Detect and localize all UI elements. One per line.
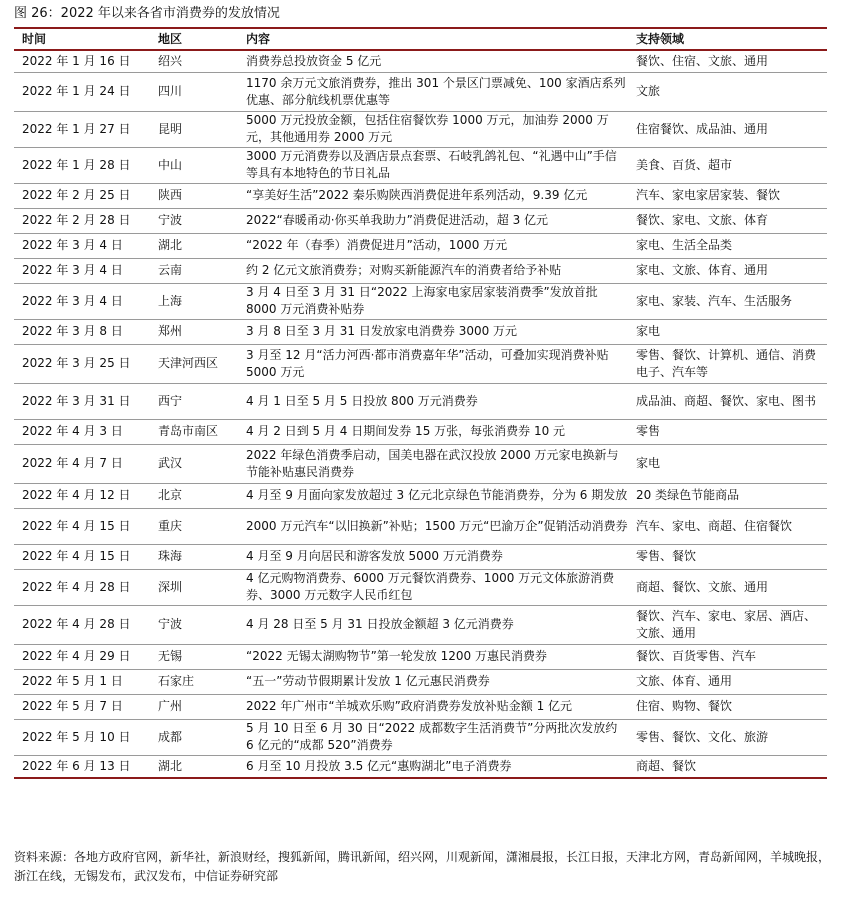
cell-region: 四川 (150, 72, 238, 111)
cell-date: 2022 年 3 月 4 日 (14, 233, 150, 258)
cell-fields: 成品油、商超、餐饮、家电、图书 (628, 383, 827, 419)
table-row (14, 147, 827, 183)
cell-fields: 住宿、购物、餐饮 (628, 694, 827, 719)
cell-fields: 零售 (628, 419, 827, 444)
cell-fields: 汽车、家电、商超、住宿餐饮 (628, 508, 827, 544)
cell-date: 2022 年 1 月 24 日 (14, 72, 150, 111)
cell-content: 3 月 4 日至 3 月 31 日“2022 上海家电家居家装消费季”发放首批 8000 万元消费补贴券 (238, 283, 628, 319)
cell-date: 2022 年 4 月 28 日 (14, 605, 150, 644)
cell-date: 2022 年 6 月 13 日 (14, 755, 150, 778)
cell-content: 2022“春暖甬动·你买单我助力”消费促进活动，超 3 亿元 (238, 208, 628, 233)
table-row (14, 508, 827, 544)
cell-region: 重庆 (150, 508, 238, 544)
cell-fields: 商超、餐饮 (628, 755, 827, 778)
table-row (14, 111, 827, 147)
cell-content: “2022 无锡太湖购物节”第一轮发放 1200 万惠民消费券 (238, 644, 628, 669)
cell-region: 湖北 (150, 755, 238, 778)
cell-content: 4 月至 9 月面向家发放超过 3 亿元北京绿色节能消费券，分为 6 期发放 (238, 483, 628, 508)
cell-date: 2022 年 1 月 27 日 (14, 111, 150, 147)
cell-date: 2022 年 1 月 16 日 (14, 50, 150, 72)
cell-date: 2022 年 4 月 15 日 (14, 508, 150, 544)
cell-content: 消费券总投放资金 5 亿元 (238, 50, 628, 72)
cell-region: 广州 (150, 694, 238, 719)
cell-region: 珠海 (150, 544, 238, 569)
cell-content: “五一”劳动节假期累计发放 1 亿元惠民消费券 (238, 669, 628, 694)
cell-content: “2022 年（春季）消费促进月”活动，1000 万元 (238, 233, 628, 258)
cell-region: 绍兴 (150, 50, 238, 72)
table-row (14, 544, 827, 569)
cell-fields: 20 类绿色节能商品 (628, 483, 827, 508)
cell-content: 3000 万元消费券以及酒店景点套票、石岐乳鸽礼包、“礼遇中山”手信等具有本地特色的节日礼品 (238, 147, 628, 183)
table-row (14, 50, 827, 72)
cell-content: 4 月至 9 月向居民和游客发放 5000 万元消费券 (238, 544, 628, 569)
cell-date: 2022 年 5 月 1 日 (14, 669, 150, 694)
cell-fields: 汽车、家电家居家装、餐饮 (628, 183, 827, 208)
cell-region: 青岛市南区 (150, 419, 238, 444)
table-row (14, 419, 827, 444)
table-row (14, 694, 827, 719)
cell-region: 无锡 (150, 644, 238, 669)
cell-date: 2022 年 3 月 25 日 (14, 344, 150, 383)
cell-region: 中山 (150, 147, 238, 183)
cell-fields: 餐饮、住宿、文旅、通用 (628, 50, 827, 72)
table-header-row (14, 28, 827, 50)
cell-content: 4 月 2 日到 5 月 4 日期间发券 15 万张，每张消费券 10 元 (238, 419, 628, 444)
cell-date: 2022 年 2 月 25 日 (14, 183, 150, 208)
cell-fields: 零售、餐饮、计算机、通信、消费电子、汽车等 (628, 344, 827, 383)
cell-fields: 文旅 (628, 72, 827, 111)
cell-date: 2022 年 4 月 29 日 (14, 644, 150, 669)
cell-date: 2022 年 3 月 31 日 (14, 383, 150, 419)
cell-fields: 零售、餐饮、文化、旅游 (628, 719, 827, 755)
cell-content: 4 月 28 日至 5 月 31 日投放金额超 3 亿元消费券 (238, 605, 628, 644)
figure-title: 图 26：2022 年以来各省市消费券的发放情况 (14, 6, 280, 21)
cell-date: 2022 年 5 月 7 日 (14, 694, 150, 719)
cell-region: 云南 (150, 258, 238, 283)
table-row (14, 208, 827, 233)
table-row (14, 319, 827, 344)
cell-region: 北京 (150, 483, 238, 508)
cell-content: 6 月至 10 月投放 3.5 亿元“惠购湖北”电子消费券 (238, 755, 628, 778)
cell-content: 4 月 1 日至 5 月 5 日投放 800 万元消费券 (238, 383, 628, 419)
column-header-region: 地区 (150, 28, 238, 50)
cell-date: 2022 年 3 月 4 日 (14, 283, 150, 319)
cell-fields: 家电 (628, 319, 827, 344)
source-note: 资料来源：各地方政府官网，新华社，新浪财经，搜狐新闻，腾讯新闻，绍兴网，川观新闻，潇湘晨报，长江日报，天津北方网，青岛新闻网，羊城晚报，浙江在线，无锡发布，武汉发布，中信证券研究部 (14, 850, 831, 883)
table-row (14, 569, 827, 605)
cell-content: 4 亿元购物消费券、6000 万元餐饮消费券、1000 万元文体旅游消费券、3000 万元数字人民币红包 (238, 569, 628, 605)
cell-region: 成都 (150, 719, 238, 755)
cell-region: 西宁 (150, 383, 238, 419)
column-header-fields: 支持领域 (628, 28, 827, 50)
cell-fields: 美食、百货、超市 (628, 147, 827, 183)
cell-region: 湖北 (150, 233, 238, 258)
cell-region: 武汉 (150, 444, 238, 483)
table-row (14, 644, 827, 669)
cell-fields: 家电、家装、汽车、生活服务 (628, 283, 827, 319)
cell-fields: 餐饮、汽车、家电、家居、酒店、文旅、通用 (628, 605, 827, 644)
cell-region: 陕西 (150, 183, 238, 208)
cell-content: 3 月至 12 月“活力河西·都市消费嘉年华”活动，可叠加实现消费补贴 5000 万元 (238, 344, 628, 383)
table-row (14, 444, 827, 483)
cell-content: 5000 万元投放金额，包括住宿餐饮券 1000 万元，加油券 2000 万元，其他通用券 2000 万元 (238, 111, 628, 147)
cell-fields: 住宿餐饮、成品油、通用 (628, 111, 827, 147)
cell-content: 2022 年绿色消费季启动，国美电器在武汉投放 2000 万元家电换新与节能补贴惠民消费券 (238, 444, 628, 483)
cell-content: 5 月 10 日至 6 月 30 日“2022 成都数字生活消费节”分两批次发放约 6 亿元的“成都 520”消费券 (238, 719, 628, 755)
consumption-voucher-table (14, 27, 827, 779)
cell-date: 2022 年 2 月 28 日 (14, 208, 150, 233)
table-row (14, 383, 827, 419)
cell-region: 宁波 (150, 605, 238, 644)
table-row (14, 233, 827, 258)
table-row (14, 483, 827, 508)
cell-fields: 餐饮、家电、文旅、体育 (628, 208, 827, 233)
table-row (14, 755, 827, 778)
cell-date: 2022 年 3 月 8 日 (14, 319, 150, 344)
cell-date: 2022 年 4 月 3 日 (14, 419, 150, 444)
table-row (14, 183, 827, 208)
column-header-date: 时间 (14, 28, 150, 50)
cell-date: 2022 年 4 月 7 日 (14, 444, 150, 483)
cell-date: 2022 年 4 月 15 日 (14, 544, 150, 569)
cell-content: 1170 余万元文旅消费券，推出 301 个景区门票减免、100 家酒店系列优惠、部分航线机票优惠等 (238, 72, 628, 111)
table-row (14, 344, 827, 383)
cell-fields: 零售、餐饮 (628, 544, 827, 569)
cell-region: 上海 (150, 283, 238, 319)
cell-fields: 家电、生活全品类 (628, 233, 827, 258)
cell-date: 2022 年 1 月 28 日 (14, 147, 150, 183)
cell-fields: 文旅、体育、通用 (628, 669, 827, 694)
cell-date: 2022 年 4 月 12 日 (14, 483, 150, 508)
cell-content: “享美好生活”2022 秦乐购陕西消费促进年系列活动，9.39 亿元 (238, 183, 628, 208)
cell-fields: 餐饮、百货零售、汽车 (628, 644, 827, 669)
cell-region: 宁波 (150, 208, 238, 233)
table-row (14, 72, 827, 111)
cell-content: 2000 万元汽车“以旧换新”补贴；1500 万元“巴渝万企”促销活动消费券 (238, 508, 628, 544)
cell-region: 天津河西区 (150, 344, 238, 383)
table-row (14, 605, 827, 644)
cell-region: 石家庄 (150, 669, 238, 694)
cell-content: 2022 年广州市“羊城欢乐购”政府消费券发放补贴金额 1 亿元 (238, 694, 628, 719)
cell-content: 3 月 8 日至 3 月 31 日发放家电消费券 3000 万元 (238, 319, 628, 344)
table-row (14, 258, 827, 283)
table-row (14, 719, 827, 755)
column-header-content: 内容 (238, 28, 628, 50)
cell-fields: 家电、文旅、体育、通用 (628, 258, 827, 283)
cell-region: 郑州 (150, 319, 238, 344)
table-row (14, 669, 827, 694)
cell-region: 深圳 (150, 569, 238, 605)
cell-date: 2022 年 4 月 28 日 (14, 569, 150, 605)
cell-fields: 家电 (628, 444, 827, 483)
cell-date: 2022 年 3 月 4 日 (14, 258, 150, 283)
cell-date: 2022 年 5 月 10 日 (14, 719, 150, 755)
cell-content: 约 2 亿元文旅消费券；对购买新能源汽车的消费者给予补贴 (238, 258, 628, 283)
table-row (14, 283, 827, 319)
cell-region: 昆明 (150, 111, 238, 147)
cell-fields: 商超、餐饮、文旅、通用 (628, 569, 827, 605)
